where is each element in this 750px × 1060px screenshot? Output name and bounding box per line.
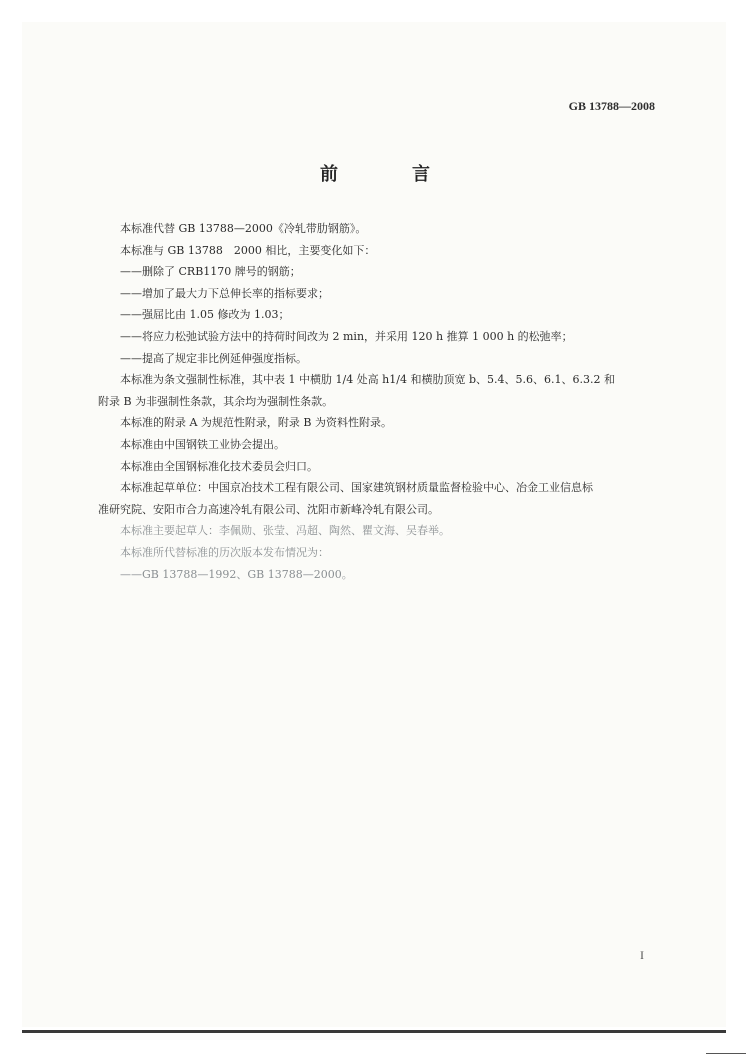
preface-body [98,218,658,585]
change-item: ——将应力松弛试验方法中的持荷时间改为 2 min，并采用 120 h 推算 1 000 h 的松弛率； [120,329,573,343]
standard-code: GB 13788—2008 [568,99,655,113]
preface-line: 本标准为条文强制性标准，其中表 1 中横肋 1/4 处高 h1/4 和横肋顶宽 b、5.4、5.6、6.1、6.3.2 和 [120,373,615,387]
preface-line: 本标准起草单位：中国京冶技术工程有限公司、国家建筑钢材质量监督检验中心、冶金工业信息标 [120,481,593,495]
change-item: ——提高了规定非比例延伸强度指标。 [120,351,307,365]
preface-line: 本标准主要起草人：李佩勋、张莹、冯超、陶然、瞿文海、吴春举。 [120,524,450,538]
change-item: ——强屈比由 1.05 修改为 1.03； [120,308,290,322]
change-item: ——GB 13788—1992、GB 13788—2000。 [120,567,353,581]
preface-line: 本标准的附录 A 为规范性附录，附录 B 为资料性附录。 [120,416,393,430]
preface-line: 本标准由中国钢铁工业协会提出。 [120,437,285,451]
preface-line-continuation: 准研究院、安阳市合力高速冷轧有限公司、沈阳市新峰冷轧有限公司。 [98,502,439,516]
preface-line: 本标准与 GB 13788 2000 相比，主要变化如下： [120,243,376,257]
preface-line: 本标准由全国钢标准化技术委员会归口。 [120,459,318,473]
change-item: ——增加了最大力下总伸长率的指标要求； [120,286,329,300]
page-bottom-edge [22,1030,726,1033]
preface-line: 本标准所代替标准的历次版本发布情况为： [120,545,329,559]
corner-mark [706,1053,746,1054]
preface-title: 前 言 [320,164,458,185]
change-item: ——删除了 CRB1170 牌号的钢筋； [120,265,301,279]
preface-line: 本标准代替 GB 13788—2000《冷轧带肋钢筋》。 [120,222,367,235]
preface-line-continuation: 附录 B 为非强制性条款，其余均为强制性条款。 [98,394,334,408]
page-number: I [640,948,644,962]
